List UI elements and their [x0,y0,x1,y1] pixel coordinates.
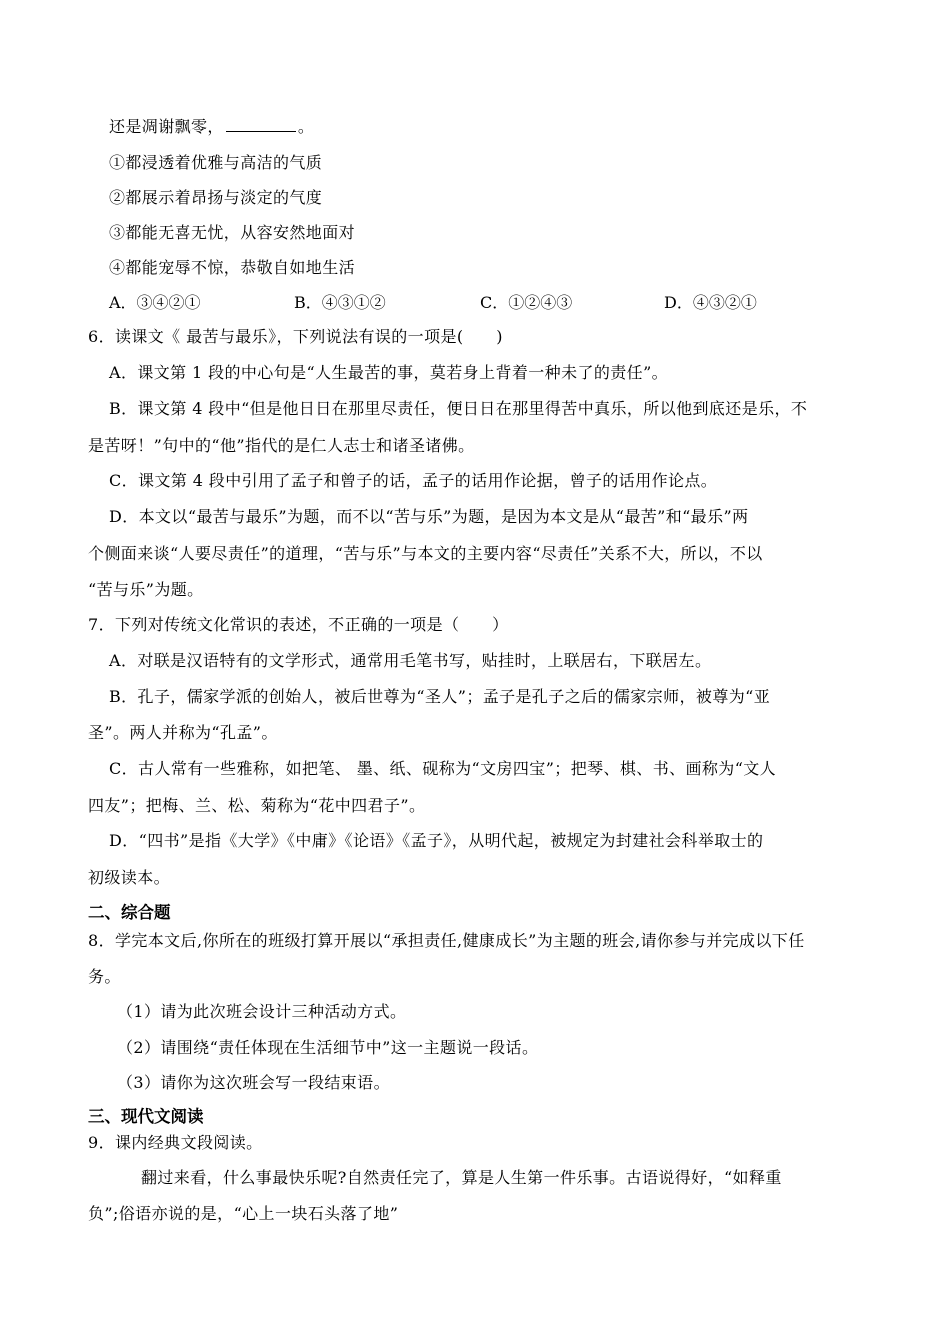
q6-option-a: A．课文第 1 段的中心句是“人生最苦的事，莫若身上背着一种未了的责任”。 [109,363,669,382]
q6-option-d-line1: D．本文以“最苦与最乐”为题，而不以“苦与乐”为题，是因为本文是从“最苦”和“最乐”两 [109,507,749,526]
q5-item-1: ①都浸透着优雅与高洁的气质 [109,153,323,172]
q8-stem-line2: 务。 [88,967,121,986]
q7-option-d-line2: 初级读本。 [88,868,171,887]
q8-task-1: （1）请为此次班会设计三种活动方式。 [117,1002,407,1021]
q7-option-d-line1: D．“四书”是指《大学》《中庸》《论语》《孟子》，从明代起，被规定为封建社会科举取士的 [109,831,764,850]
q5-item-3: ③都能无喜无忧，从容安然地面对 [109,223,356,242]
q9-stem: 9．课内经典文段阅读。 [88,1133,263,1152]
q7-option-c-line1: C．古人常有一些雅称，如把笔、 墨、纸、砚称为“文房四宝”；把琴、棋、书、画称为“文人 [109,759,777,778]
q6-option-c: C．课文第 4 段中引用了孟子和曾子的话，孟子的话用作论据，曾子的话用作论点。 [109,471,718,490]
q8-stem-line1: 8．学完本文后,你所在的班级打算开展以“承担责任,健康成长”为主题的班会,请你参与并完成以下任 [88,931,805,950]
q6-option-b-line2: 是苦呀！”句中的“他”指代的是仁人志士和诸圣诸佛。 [88,436,475,455]
q5-option-a: A．③④②① [109,293,201,312]
q5-item-2: ②都展示着昂扬与淡定的气度 [109,188,323,207]
answer-blank [226,117,296,132]
q8-task-3: （3）请你为这次班会写一段结束语。 [117,1073,390,1092]
q7-option-b-line1: B．孔子，儒家学派的创始人，被后世尊为“圣人”；孟子是孔子之后的儒家宗师，被尊为“亚 [109,687,771,706]
q6-option-d-line3: “苦与乐”为题。 [88,580,204,599]
q5-option-c: C．①②④③ [480,293,573,312]
q6-option-d-line2: 个侧面来谈“人要尽责任”的道理，“苦与乐”与本文的主要内容“尽责任”关系不大，所以，不以 [88,544,763,563]
q7-stem: 7．下列对传统文化常识的表述，不正确的一项是（ ） [88,615,509,634]
q8-task-2: （2）请围绕“责任体现在生活细节中”这一主题说一段话。 [117,1038,539,1057]
q6-option-b-line1: B．课文第 4 段中“但是他日日在那里尽责任，便日日在那里得苦中真乐，所以他到底还是乐，不 [109,399,808,418]
q5-option-d: D．④③②① [664,293,757,312]
q5-line-after-blank: 。 [297,117,315,136]
passage-line2: 负”;俗语亦说的是，“心上一块石头落了地” [88,1204,399,1223]
q5-option-b: B．④③①② [294,293,386,312]
q5-line-before-blank: 还是凋谢飘零， [109,117,224,136]
q5-blank-line [109,116,314,138]
passage-line1: 翻过来看，什么事最快乐呢?自然责任完了，算是人生第一件乐事。古语说得好，“如释重 [141,1168,782,1187]
section-heading-comprehensive: 二、综合题 [88,903,171,922]
q7-option-b-line2: 圣”。两人并称为“孔孟”。 [88,723,278,742]
q7-option-c-line2: 四友”；把梅、兰、松、菊称为“花中四君子”。 [88,796,426,815]
q7-option-a: A．对联是汉语特有的文学形式，通常用毛笔书写，贴挂时，上联居右，下联居左。 [109,651,712,670]
q6-stem: 6．读课文《 最苦与最乐》，下列说法有误的一项是( ) [88,327,503,346]
q5-item-4: ④都能宠辱不惊，恭敬自如地生活 [109,258,356,277]
section-heading-modern-reading: 三、现代文阅读 [88,1107,204,1126]
